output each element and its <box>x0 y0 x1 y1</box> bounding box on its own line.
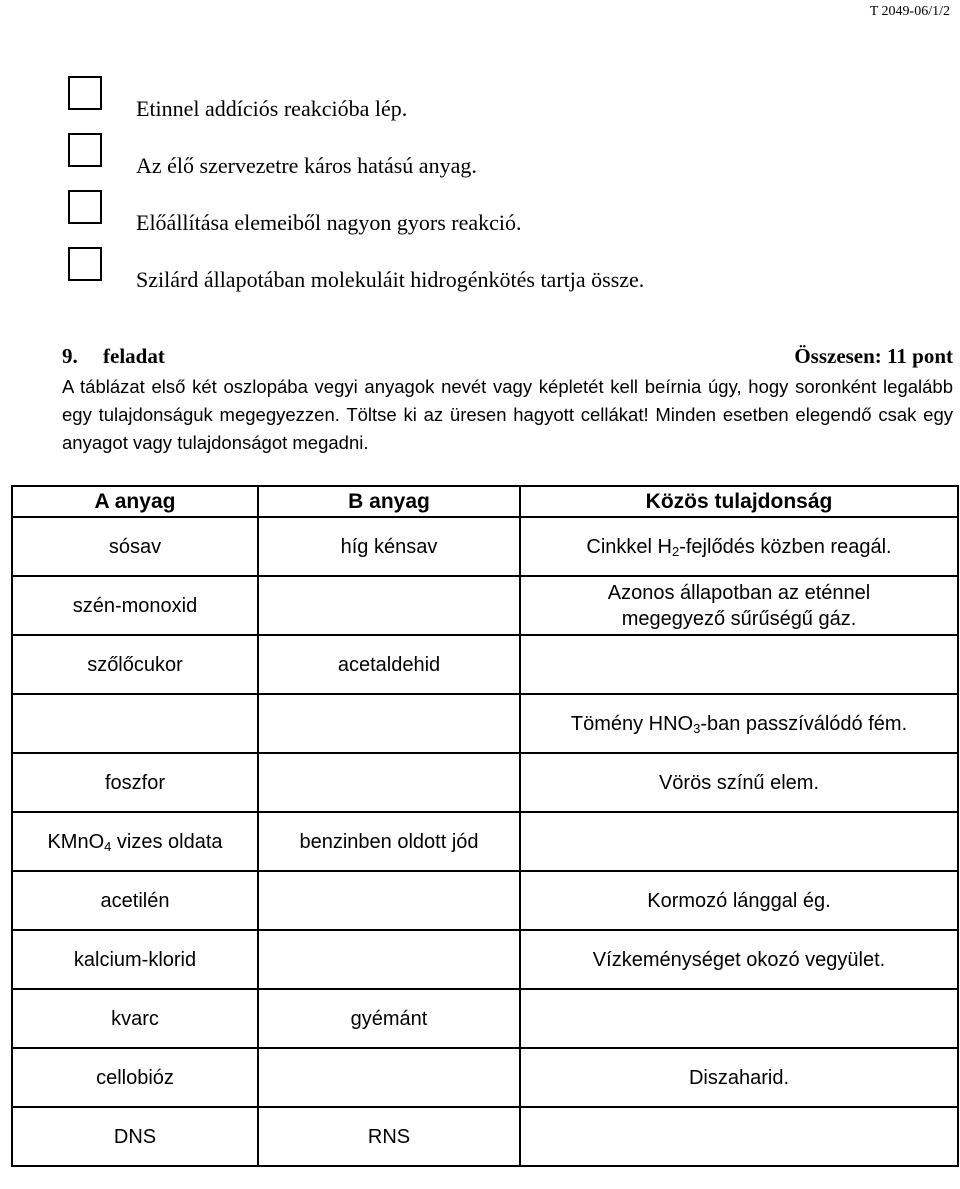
cell-a[interactable]: kalcium-klorid <box>12 930 258 989</box>
cell-common[interactable] <box>520 694 958 753</box>
cell-text: -ban passzíválódó fém. <box>700 712 908 735</box>
answer-checkbox[interactable] <box>68 133 102 167</box>
cell-a[interactable]: kvarc <box>12 989 258 1048</box>
cell-a[interactable]: cellobióz <box>12 1048 258 1107</box>
table-row <box>12 1107 958 1166</box>
cell-b[interactable] <box>258 871 520 930</box>
cell-text: -fejlődés közben reagál. <box>679 535 892 558</box>
cell-b[interactable] <box>258 576 520 635</box>
subscript: 4 <box>104 838 112 854</box>
column-header-b: B anyag <box>258 486 520 517</box>
column-header-a: A anyag <box>12 486 258 517</box>
answer-checkbox[interactable] <box>68 247 102 281</box>
table-row <box>12 1048 958 1107</box>
cell-a[interactable]: szőlőcukor <box>12 635 258 694</box>
statement-text: Etinnel addíciós reakcióba lép. <box>136 96 408 121</box>
cell-a[interactable]: foszfor <box>12 753 258 812</box>
cell-text: Tömény HNO <box>570 712 694 735</box>
answer-checkbox[interactable] <box>68 76 102 110</box>
cell-b[interactable]: gyémánt <box>258 989 520 1048</box>
cell-common[interactable] <box>520 635 958 694</box>
statement-text: Az élő szervezetre káros hatású anyag. <box>136 153 477 178</box>
column-header-common: Közös tulajdonság <box>520 486 958 517</box>
cell-text: KMnO <box>47 830 105 853</box>
cell-b[interactable] <box>258 753 520 812</box>
cell-b[interactable] <box>258 694 520 753</box>
task-total-points: Összesen: 11 pont <box>794 344 953 368</box>
cell-common[interactable]: Vörös színű elem. <box>520 753 958 812</box>
cell-b[interactable]: acetaldehid <box>258 635 520 694</box>
cell-b[interactable]: RNS <box>258 1107 520 1166</box>
cell-common[interactable]: Diszaharid. <box>520 1048 958 1107</box>
cell-text: Cinkkel H <box>586 535 672 558</box>
subscript: 2 <box>671 543 680 559</box>
statement-text: Szilárd állapotában molekuláit hidrogénkötés tartja össze. <box>136 267 645 292</box>
statement-text: Előállítása elemeiből nagyon gyors reakció. <box>136 210 522 235</box>
cell-b[interactable]: híg kénsav <box>258 517 520 576</box>
cell-common[interactable]: Kormozó lánggal ég. <box>520 871 958 930</box>
table-row <box>12 694 958 753</box>
cell-common[interactable]: Vízkeménységet okozó vegyület. <box>520 930 958 989</box>
cell-b[interactable]: benzinben oldott jód <box>258 812 520 871</box>
table-row <box>12 812 958 871</box>
cell-b[interactable] <box>258 1048 520 1107</box>
answer-table <box>11 485 959 1167</box>
cell-common[interactable] <box>520 989 958 1048</box>
task-heading <box>62 344 953 369</box>
cell-common[interactable] <box>520 517 958 576</box>
cell-a[interactable]: szén-monoxid <box>12 576 258 635</box>
cell-common[interactable]: Azonos állapotban az eténnel megegyező sűrűségű gáz. <box>520 576 958 635</box>
cell-a[interactable] <box>12 812 258 871</box>
table-row <box>12 871 958 930</box>
table-header-row <box>12 486 958 517</box>
table-row <box>12 635 958 694</box>
cell-a[interactable]: DNS <box>12 1107 258 1166</box>
document-code: T 2049-06/1/2 <box>869 4 950 19</box>
cell-b[interactable] <box>258 930 520 989</box>
cell-a[interactable] <box>12 694 258 753</box>
subscript: 3 <box>693 720 701 736</box>
task-number: 9. <box>62 344 78 368</box>
cell-common[interactable] <box>520 812 958 871</box>
table-row <box>12 517 958 576</box>
cell-text: vizes oldata <box>111 830 223 853</box>
answer-checkbox[interactable] <box>68 190 102 224</box>
table-row <box>12 930 958 989</box>
table-row <box>12 576 958 635</box>
cell-a[interactable]: sósav <box>12 517 258 576</box>
table-row <box>12 753 958 812</box>
table-row <box>12 989 958 1048</box>
task-instructions: A táblázat első két oszlopába vegyi anyagok nevét vagy képletét kell beírnia úgy, hogy soronként legalább egy tulajdonságuk megegyezzen. Töltse ki az üresen hagyott cellákat! Minden esetben elegendő csak egy anyagot vagy tulajdonságot megadni. <box>62 376 953 453</box>
task-title: feladat <box>103 344 165 368</box>
cell-common[interactable] <box>520 1107 958 1166</box>
cell-a[interactable]: acetilén <box>12 871 258 930</box>
